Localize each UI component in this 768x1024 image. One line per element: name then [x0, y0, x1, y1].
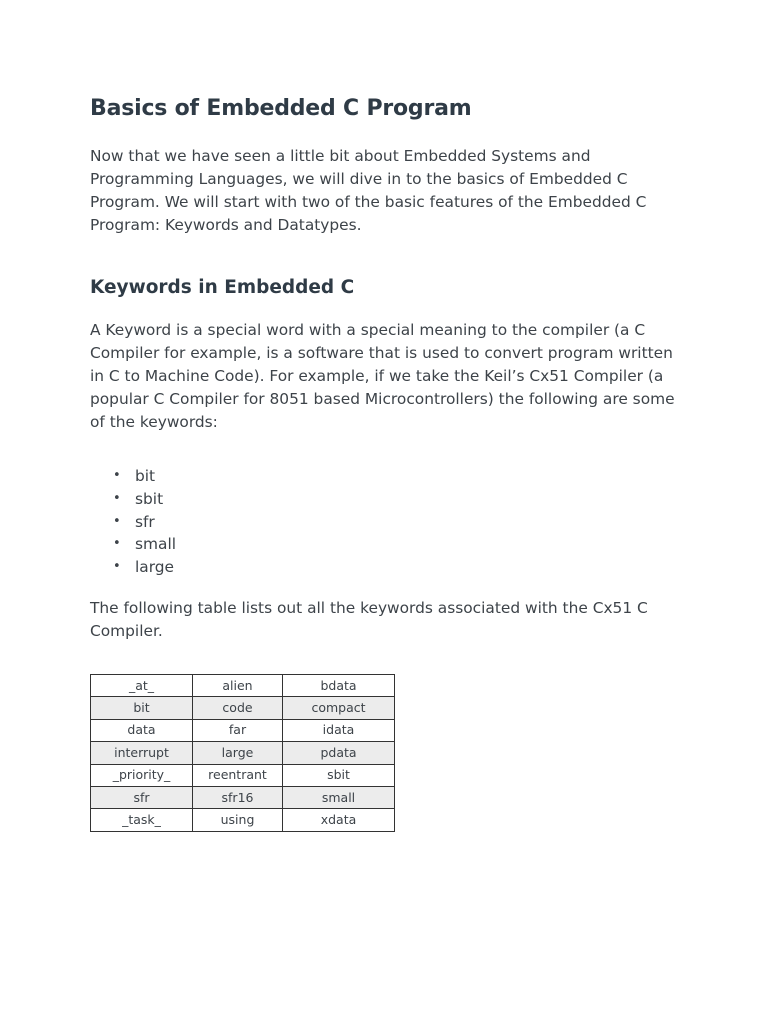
- table-row: [91, 809, 395, 831]
- table-row: [91, 719, 395, 741]
- table-row: [91, 697, 395, 719]
- table-cell: idata: [283, 719, 395, 741]
- table-cell: sfr16: [193, 786, 283, 808]
- table-cell: small: [283, 786, 395, 808]
- table-intro-paragraph: The following table lists out all the keywords associated with the Cx51 C Compiler.: [90, 599, 648, 640]
- list-item-text: sbit: [135, 489, 164, 508]
- list-item: [90, 533, 176, 556]
- table-row: [91, 742, 395, 764]
- bullet-icon: •: [113, 559, 121, 575]
- table-row: [91, 764, 395, 786]
- table-cell: bdata: [283, 675, 395, 697]
- table-cell: interrupt: [91, 742, 193, 764]
- table-cell: _task_: [91, 809, 193, 831]
- bullet-icon: •: [113, 490, 121, 506]
- bullet-icon: •: [113, 513, 121, 529]
- table-cell: sbit: [283, 764, 395, 786]
- table-cell: data: [91, 719, 193, 741]
- table-cell: large: [193, 742, 283, 764]
- list-item: [90, 488, 176, 511]
- table-cell: _priority_: [91, 764, 193, 786]
- table-row: [91, 786, 395, 808]
- page-title: Basics of Embedded C Program: [90, 96, 472, 121]
- table-cell: alien: [193, 675, 283, 697]
- list-item-text: bit: [135, 467, 156, 485]
- table-cell: reentrant: [193, 764, 283, 786]
- section-heading-keywords: Keywords in Embedded C: [90, 277, 355, 298]
- list-item-text: large: [135, 558, 175, 577]
- keyword-list: [90, 465, 176, 579]
- table-row: [91, 675, 395, 697]
- list-item: [90, 465, 176, 488]
- keywords-table: [90, 674, 395, 832]
- bullet-icon: •: [113, 468, 121, 483]
- bullet-icon: •: [113, 536, 121, 552]
- table-cell: code: [193, 697, 283, 719]
- keyword-definition-paragraph: A Keyword is a special word with a special meaning to the compiler (a C Compiler for example, is a software that is used to convert program written in C to Machine Code). For example, if we take the Keil’s Cx51 Compiler (a popular C Compiler for 8051 based Microcontrollers) the following are some of the keywords:: [90, 321, 675, 431]
- table-cell: compact: [283, 697, 395, 719]
- table-cell: bit: [91, 697, 193, 719]
- table-cell: using: [193, 809, 283, 831]
- list-item-text: small: [135, 535, 176, 554]
- intro-paragraph: Now that we have seen a little bit about Embedded Systems and Programming Languages, we will dive in to the basics of Embedded C Program. We will start with two of the basic features of the Embedded C Program: Keywords and Datatypes.: [90, 147, 647, 234]
- list-item: [90, 556, 176, 579]
- list-item-text: sfr: [135, 512, 155, 531]
- list-item: [90, 511, 176, 534]
- table-cell: far: [193, 719, 283, 741]
- table-cell: _at_: [91, 675, 193, 697]
- table-cell: xdata: [283, 809, 395, 831]
- table-cell: sfr: [91, 786, 193, 808]
- table-cell: pdata: [283, 742, 395, 764]
